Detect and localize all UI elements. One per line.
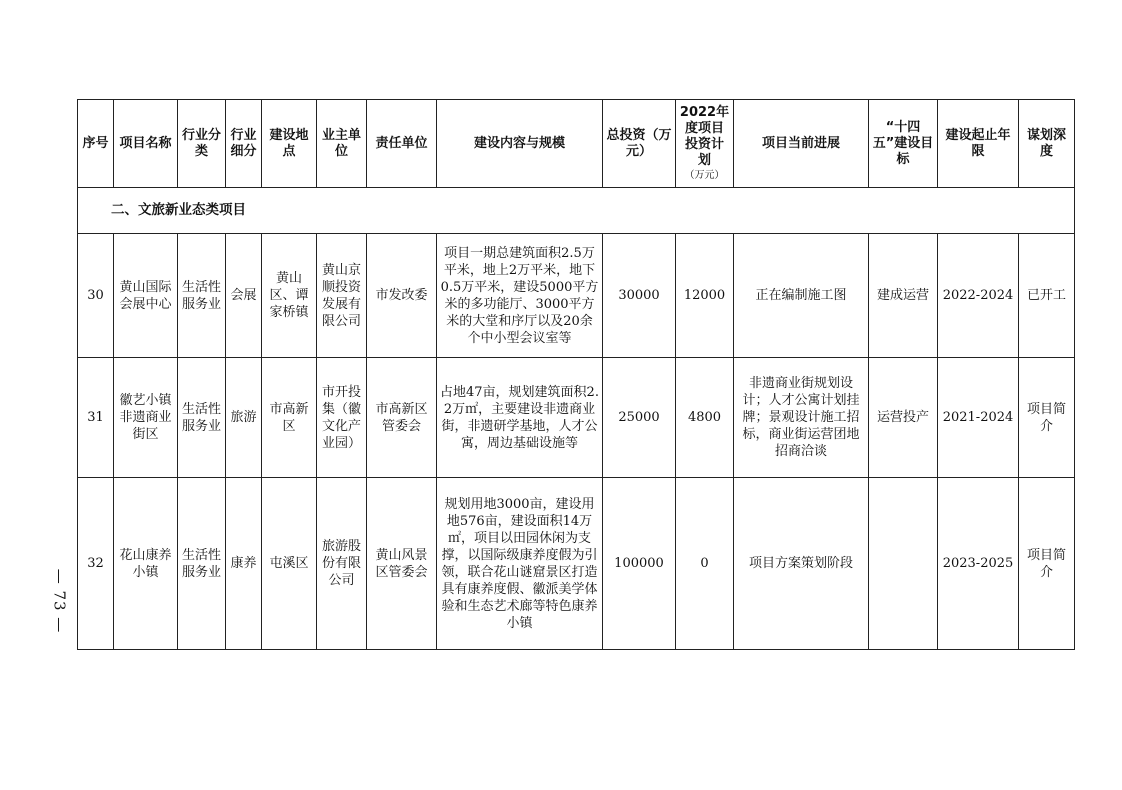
row-industry: 生活性服务业 <box>178 234 226 358</box>
row-progress: 非遗商业街规划设计；人才公寓计划挂牌；景观设计施工招标，商业街运营团地招商洽谈 <box>734 358 869 478</box>
row-progress: 项目方案策划阶段 <box>734 478 869 650</box>
row-location: 屯溪区 <box>262 478 317 650</box>
row-seq: 31 <box>78 358 114 478</box>
row-location: 黄山区、谭家桥镇 <box>262 234 317 358</box>
row-total-investment: 30000 <box>603 234 676 358</box>
section-title: 二、文旅新业态类项目 <box>78 188 1075 234</box>
header-owner: 业主单位 <box>317 100 367 188</box>
page-number-text: — 73 — <box>50 568 68 634</box>
section-row <box>78 188 1075 234</box>
table-row <box>78 478 1075 650</box>
row-goal: 建成运营 <box>869 234 938 358</box>
header-plan-2022 <box>676 100 734 188</box>
row-responsible: 黄山风景区管委会 <box>367 478 437 650</box>
header-content: 建设内容与规模 <box>437 100 603 188</box>
header-industry: 行业分类 <box>178 100 226 188</box>
table-row <box>78 234 1075 358</box>
row-depth: 已开工 <box>1019 234 1075 358</box>
row-sub-industry: 会展 <box>226 234 262 358</box>
row-location: 市高新区 <box>262 358 317 478</box>
header-plan-2022-label: 2022年度项目投资计划 <box>679 105 730 168</box>
row-name: 黄山国际会展中心 <box>114 234 178 358</box>
row-owner: 市开投集（徽文化产业园） <box>317 358 367 478</box>
row-seq: 32 <box>78 478 114 650</box>
header-period: 建设起止年限 <box>938 100 1019 188</box>
row-depth: 项目简介 <box>1019 478 1075 650</box>
row-depth: 项目简介 <box>1019 358 1075 478</box>
row-plan-2022: 4800 <box>676 358 734 478</box>
row-sub-industry: 康养 <box>226 478 262 650</box>
row-seq: 30 <box>78 234 114 358</box>
header-sub-industry: 行业细分 <box>226 100 262 188</box>
row-industry: 生活性服务业 <box>178 358 226 478</box>
row-content: 项目一期总建筑面积2.5万平米，地上2万平米，地下0.5万平米，建设5000平方米的多功能厅、3000平方米的大堂和序厅以及20余个中小型会议室等 <box>437 234 603 358</box>
row-industry: 生活性服务业 <box>178 478 226 650</box>
header-plan-2022-unit: （万元） <box>684 170 725 181</box>
header-location: 建设地点 <box>262 100 317 188</box>
header-total-investment: 总投资（万元） <box>603 100 676 188</box>
row-content: 规划用地3000亩，建设用地576亩，建设面积14万㎡，项目以田园休闲为支撑，以国际级康养度假为引领，联合花山谜窟景区打造具有康养度假、徽派美学体验和生态艺术廊等特色康养小镇 <box>437 478 603 650</box>
row-total-investment: 25000 <box>603 358 676 478</box>
table-header-row <box>78 100 1075 188</box>
row-plan-2022: 12000 <box>676 234 734 358</box>
row-name: 徽艺小镇非遗商业街区 <box>114 358 178 478</box>
row-sub-industry: 旅游 <box>226 358 262 478</box>
row-content: 占地47亩，规划建筑面积2.2万㎡，主要建设非遗商业街，非遗研学基地，人才公寓，周边基础设施等 <box>437 358 603 478</box>
row-goal: 运营投产 <box>869 358 938 478</box>
header-responsible: 责任单位 <box>367 100 437 188</box>
project-table <box>77 99 1075 650</box>
page-number <box>47 556 71 646</box>
row-progress: 正在编制施工图 <box>734 234 869 358</box>
header-seq: 序号 <box>78 100 114 188</box>
row-period: 2021-2024 <box>938 358 1019 478</box>
row-owner: 黄山京顺投资发展有限公司 <box>317 234 367 358</box>
table-row <box>78 358 1075 478</box>
row-total-investment: 100000 <box>603 478 676 650</box>
row-responsible: 市高新区管委会 <box>367 358 437 478</box>
row-period: 2022-2024 <box>938 234 1019 358</box>
row-owner: 旅游股份有限公司 <box>317 478 367 650</box>
row-period: 2023-2025 <box>938 478 1019 650</box>
row-name: 花山康养小镇 <box>114 478 178 650</box>
header-goal: “十四五”建设目标 <box>869 100 938 188</box>
header-name: 项目名称 <box>114 100 178 188</box>
row-goal <box>869 478 938 650</box>
row-responsible: 市发改委 <box>367 234 437 358</box>
header-depth: 谋划深度 <box>1019 100 1075 188</box>
row-plan-2022: 0 <box>676 478 734 650</box>
header-progress: 项目当前进展 <box>734 100 869 188</box>
